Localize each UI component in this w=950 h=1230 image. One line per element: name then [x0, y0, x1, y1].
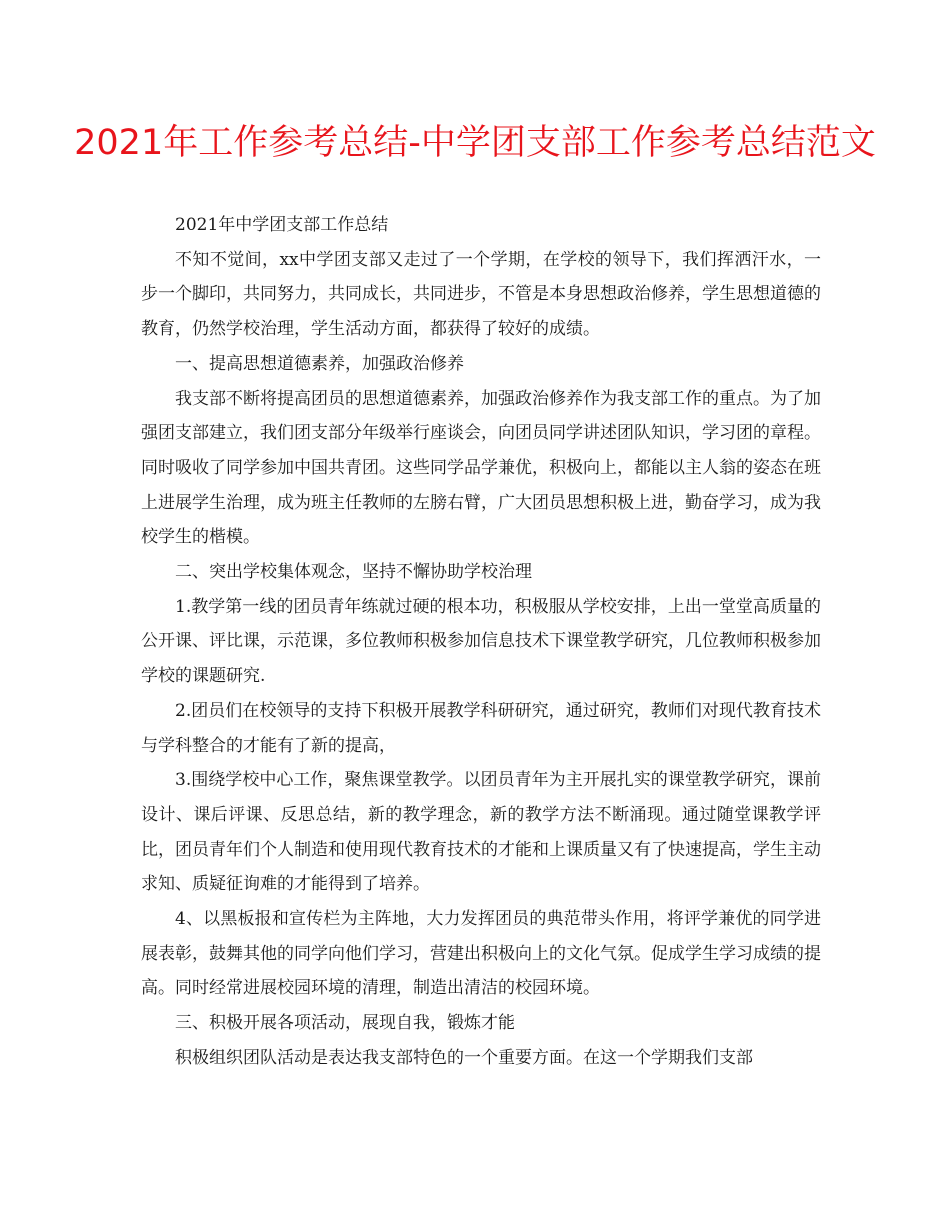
section-heading: 二、突出学校集体观念，坚持不懈协助学校治理 [175, 562, 532, 583]
body-paragraph-subtitle: 2021年中学团支部工作总结 [175, 215, 389, 235]
body-paragraph: 2.团员们在校领导的支持下积极开展教学科研研究，通过研究，教师们对现代教育技术与学科整合的才能有了新的提高， [141, 700, 821, 756]
document-body [141, 208, 821, 1076]
body-paragraph: 3.围绕学校中心工作，聚焦课堂教学。以团员青年为主开展扎实的课堂教学研究，课前设计、课后评课、反思总结，新的教学理念，新的教学方法不断涌现。通过随堂课教学评比，团员青年们个人制造和使用现代教育技术的才能和上课质量又有了快速提高，学生主动求知、质疑征询难的才能得到了培养。 [141, 770, 821, 895]
body-paragraph: 不知不觉间，xx中学团支部又走过了一个学期，在学校的领导下，我们挥洒汗水，一步一个脚印，共同努力，共同成长，共同进步，不管是本身思想政治修养，学生思想道德的教育，仍然学校治理，学生活动方面，都获得了较好的成绩。 [141, 249, 821, 340]
body-paragraph: 1.教学第一线的团员青年练就过硬的根本功，积极服从学校安排，上出一堂堂高质量的公开课、评比课，示范课，多位教师积极参加信息技术下课堂教学研究，几位教师积极参加学校的课题研究. [141, 596, 821, 687]
body-paragraph: 4、以黑板报和宣传栏为主阵地，大力发挥团员的典范带头作用，将评学兼优的同学进展表彰，鼓舞其他的同学向他们学习，营建出积极向上的文化气氛。促成学生学习成绩的提高。同时经常进展校园环境的清理，制造出清洁的校园环境。 [141, 909, 821, 999]
section-heading: 三、积极开展各项活动，展现自我，锻炼才能 [175, 1013, 515, 1034]
body-paragraph: 我支部不断将提高团员的思想道德素养，加强政治修养作为我支部工作的重点。为了加强团支部建立，我们团支部分年级举行座谈会，向团员同学讲述团队知识，学习团的章程。同时吸收了同学参加中国共青团。这些同学品学兼优，积极向上，都能以主人翁的姿态在班上进展学生治理，成为班主任教师的左膀右臂，广大团员思想积极上进，勤奋学习，成为我校学生的楷模。 [141, 388, 821, 548]
body-paragraph: 积极组织团队活动是表达我支部特色的一个重要方面。在这一个学期我们支部 [175, 1047, 753, 1068]
document-title: 2021年工作参考总结-中学团支部工作参考总结范文 [74, 123, 876, 163]
section-heading: 一、提高思想道德素养，加强政治修养 [175, 353, 464, 374]
